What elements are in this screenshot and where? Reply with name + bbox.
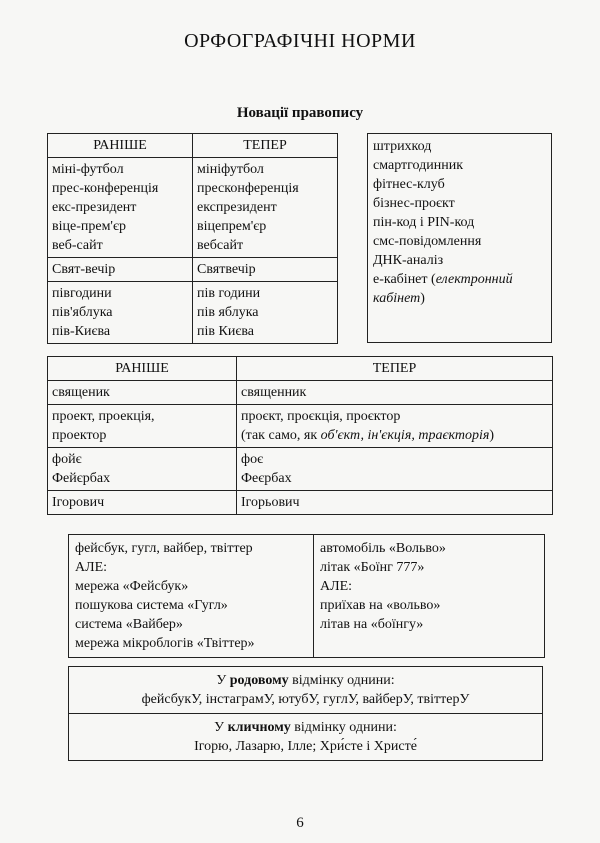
brand-line: літав на «боїнгу»	[320, 617, 424, 632]
word-before: веб-сайт	[52, 238, 103, 253]
header-after: ТЕПЕР	[237, 357, 553, 381]
note-italic: об'єкт, ін'єкція, траєкторія	[320, 428, 490, 443]
header-before: РАНІШЕ	[48, 357, 237, 381]
word-after: проєкт, проєкція, проєктор	[241, 409, 401, 424]
cell-after	[193, 258, 338, 282]
list-item: бізнес-проєкт	[373, 196, 455, 211]
cell-before: фойє Фейєрбах	[48, 448, 237, 491]
word-after: віцепрем'єр	[197, 219, 267, 234]
list-item-italic: електронний кабінет	[373, 272, 513, 306]
table-header-row	[48, 357, 553, 381]
table-row	[48, 158, 338, 258]
heading-suffix: відмінку однини:	[290, 720, 397, 735]
brand-line: пошукова система «Гугл»	[75, 598, 228, 613]
cell-after	[193, 282, 338, 344]
table-row	[69, 667, 543, 714]
vocative-cell	[69, 714, 543, 761]
word-before: екс-президент	[52, 200, 137, 215]
page-title: ОРФОГРАФІЧНІ НОРМИ	[184, 30, 416, 52]
table-row	[69, 535, 545, 658]
note-suffix: )	[489, 428, 495, 443]
cell-after	[193, 158, 338, 258]
cell-before: проект, проекція, проектор	[48, 405, 237, 448]
word-after: мініфутбол	[197, 162, 264, 177]
cell-after: священник	[237, 381, 553, 405]
cell-after: фоє Феєрбах	[237, 448, 553, 491]
section-subtitle: Новації правопису	[236, 105, 364, 121]
cell-left	[69, 535, 314, 658]
word-before: Свят-вечір	[52, 262, 116, 277]
word-after: пів години	[197, 286, 261, 301]
spelling-table-compounds	[47, 133, 338, 344]
header-before: РАНІШЕ	[48, 134, 193, 158]
brand-line: літак «Боїнг 777»	[320, 560, 425, 575]
list-item: смартгодинник	[373, 158, 464, 173]
case-endings-table	[68, 666, 543, 761]
table-row	[48, 491, 553, 515]
brand-line: мережа «Фейсбук»	[75, 579, 189, 594]
cell-after: Ігорьович	[237, 491, 553, 515]
new-words-box	[367, 133, 552, 343]
list-item: фітнес-клуб	[373, 177, 445, 192]
word-before: прес-конференція	[52, 181, 159, 196]
list-item-suffix: )	[420, 291, 425, 306]
table-row	[48, 381, 553, 405]
table-row	[48, 282, 338, 344]
cell-after	[237, 405, 553, 448]
list-item: ДНК-аналіз	[373, 253, 444, 268]
brand-line: система «Вайбер»	[75, 617, 183, 632]
heading-prefix: У	[214, 720, 228, 735]
case-heading	[75, 671, 536, 690]
cell-right	[314, 535, 545, 658]
cell-before	[48, 258, 193, 282]
list-item: пін-код і PIN-код	[373, 215, 475, 230]
cell-before: Ігорович	[48, 491, 237, 515]
spelling-table-yes	[47, 356, 553, 515]
brand-names-table	[68, 534, 545, 658]
word-before: міні-футбол	[52, 162, 124, 177]
word-after: пів яблука	[197, 305, 259, 320]
word-after: Святвечір	[197, 262, 256, 277]
word-before: віце-прем'єр	[52, 219, 126, 234]
brand-line: мережа мікроблогів «Твіттер»	[75, 636, 255, 651]
word-after: експрезидент	[197, 200, 277, 215]
genitive-cell	[69, 667, 543, 714]
table-row	[69, 714, 543, 761]
word-before: пів-Києва	[52, 324, 111, 339]
brand-line: приїхав на «вольво»	[320, 598, 441, 613]
brand-line: АЛЕ:	[75, 560, 108, 575]
word-before: пів'яблука	[52, 305, 113, 320]
case-heading	[75, 718, 536, 737]
list-item-prefix: е-кабінет (	[373, 272, 436, 287]
brand-line: фейсбук, гугл, вайбер, твіттер	[75, 541, 253, 556]
table-row	[48, 258, 338, 282]
table-row	[48, 405, 553, 448]
header-after: ТЕПЕР	[193, 134, 338, 158]
heading-suffix: відмінку однини:	[288, 673, 395, 688]
case-examples: Ігорю, Лазарю, Ілле; Хри́сте і Христе́	[194, 739, 417, 754]
list-item: штрихкод	[373, 139, 432, 154]
list-item: смс-повідомлення	[373, 234, 482, 249]
word-after: вебсайт	[197, 238, 244, 253]
heading-bold: родовому	[229, 673, 289, 688]
cell-before	[48, 282, 193, 344]
note-prefix: (так само, як	[241, 428, 321, 443]
cell-before	[48, 158, 193, 258]
brand-line: автомобіль «Вольво»	[320, 541, 446, 556]
heading-bold: кличному	[227, 720, 291, 735]
table-header-row	[48, 134, 338, 158]
cell-before: священик	[48, 381, 237, 405]
word-after: пресконференція	[197, 181, 299, 196]
page-number: 6	[296, 815, 304, 831]
brand-line: АЛЕ:	[320, 579, 353, 594]
word-after: пів Києва	[197, 324, 254, 339]
table-row	[48, 448, 553, 491]
word-before: півгодини	[52, 286, 112, 301]
case-examples: фейсбукУ, інстаграмУ, ютубУ, гуглУ, вайберУ, твіттерУ	[141, 692, 470, 707]
heading-prefix: У	[216, 673, 230, 688]
